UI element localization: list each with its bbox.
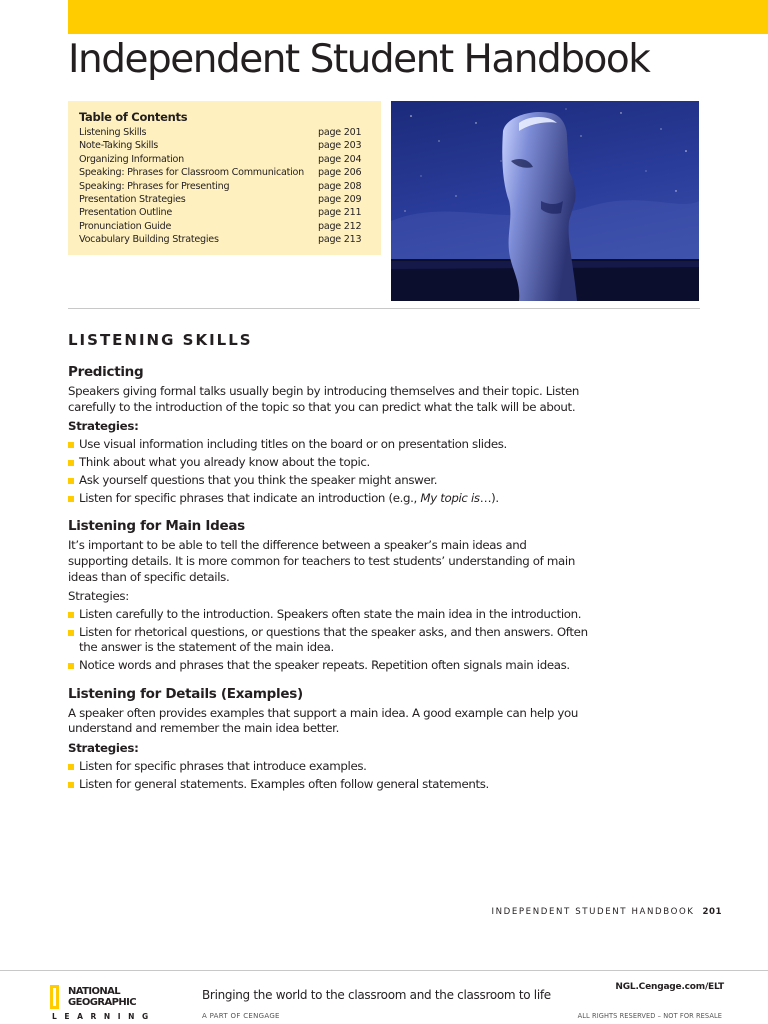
strategies-label: Strategies:: [68, 419, 139, 434]
toc-item-page: page 208: [318, 180, 362, 192]
toc-item-page: page 206: [318, 167, 362, 179]
page-title: Independent Student Handbook: [68, 37, 650, 82]
bullet-square-icon: [68, 782, 74, 788]
bullet-square-icon: [68, 764, 74, 770]
running-footer: [491, 907, 722, 917]
subsection-title: Listening for Details (Examples): [68, 685, 303, 702]
toc-item[interactable]: [79, 153, 370, 166]
strategies-label: Strategies:: [68, 741, 139, 756]
list-item: [68, 437, 588, 453]
predicting-block: [68, 364, 588, 506]
list-item-text: Use visual information including titles on the board or on presentation slides.: [79, 436, 507, 451]
toc-item-page: page 211: [318, 207, 362, 219]
list-item: [68, 473, 588, 489]
footer-divider: [0, 970, 768, 971]
list-item: [68, 491, 588, 507]
list-item-text: Notice words and phrases that the speaker repeats. Repetition often signals main ideas.: [79, 658, 570, 673]
bullet-square-icon: [68, 442, 74, 448]
toc-item-label: Organizing Information: [79, 153, 184, 165]
toc-item[interactable]: [79, 233, 370, 246]
section-content: [68, 364, 588, 795]
toc-item[interactable]: [79, 139, 370, 152]
logo-line-learning: LEARNING: [52, 1012, 156, 1021]
toc-item-page: page 203: [318, 140, 362, 152]
bullet-square-icon: [68, 663, 74, 669]
logo-line-national: NATIONAL: [68, 986, 121, 997]
table-of-contents: [68, 101, 381, 255]
list-item-text: Listen for general statements. Examples often follow general statements.: [79, 776, 489, 791]
logo-text: [68, 986, 136, 1008]
subsection-title: Predicting: [68, 364, 144, 380]
paragraph: Speakers giving formal talks usually begin by introducing themselves and their topic. Listen carefully to the introduction of the topic so that you can predict what the talk will be about.: [68, 384, 580, 414]
toc-item-page: page 204: [318, 153, 362, 165]
running-footer-label: INDEPENDENT STUDENT HANDBOOK: [491, 907, 695, 917]
details-block: [68, 686, 588, 792]
toc-item-page: page 201: [318, 127, 362, 138]
tagline: Bringing the world to the classroom and the classroom to life: [202, 988, 551, 1002]
toc-item-label: Vocabulary Building Strategies: [79, 234, 219, 246]
list-item-text-after: …).: [479, 490, 499, 505]
list-item: [68, 607, 588, 623]
toc-item-label: Speaking: Phrases for Presenting: [79, 180, 230, 192]
top-accent-bar: [68, 0, 768, 34]
list-item: [68, 777, 588, 793]
list-item: [68, 455, 588, 471]
toc-item[interactable]: [79, 126, 370, 139]
rights-notice: ALL RIGHTS RESERVED – NOT FOR RESALE: [577, 1012, 722, 1020]
toc-item-label: Presentation Outline: [79, 207, 173, 219]
toc-item-label: Listening Skills: [79, 127, 147, 138]
list-item-text: Think about what you already know about the topic.: [79, 454, 370, 469]
toc-item-label: Note-Taking Skills: [79, 140, 159, 152]
bullet-square-icon: [68, 496, 74, 502]
list-item: [68, 625, 588, 656]
toc-item[interactable]: [79, 180, 370, 193]
list-item-text: Listen carefully to the introduction. Speakers often state the main idea in the introduction.: [79, 606, 582, 621]
list-item-text-before: Listen for specific phrases that indicate an introduction (e.g.,: [79, 490, 421, 505]
strategy-list: [68, 759, 588, 793]
strategy-list: [68, 437, 588, 507]
strategy-list: [68, 607, 588, 674]
toc-item[interactable]: [79, 193, 370, 206]
logo-line-geographic: GEOGRAPHIC: [68, 997, 136, 1008]
part-of-cengage: A PART OF CENGAGE: [202, 1012, 280, 1020]
toc-item-page: page 209: [318, 194, 362, 206]
list-item-text: Listen for specific phrases that introduce examples.: [79, 758, 367, 773]
list-item-example: My topic is: [420, 490, 480, 505]
toc-item[interactable]: [79, 206, 370, 219]
toc-item[interactable]: [79, 220, 370, 233]
list-item-text: Listen for rhetorical questions, or questions that the speaker asks, and then answers. Often the answer is the statement of the main idea.: [79, 624, 588, 655]
page-number: 201: [702, 907, 722, 917]
toc-item-page: page 213: [318, 234, 362, 246]
toc-item-label: Presentation Strategies: [79, 194, 186, 206]
list-item: [68, 658, 588, 674]
section-heading: LISTENING SKILLS: [68, 331, 253, 349]
toc-item[interactable]: [79, 166, 370, 179]
section-divider: [68, 308, 700, 309]
bullet-square-icon: [68, 630, 74, 636]
list-item: [68, 759, 588, 775]
subsection-title: Listening for Main Ideas: [68, 518, 245, 535]
bullet-square-icon: [68, 460, 74, 466]
website-link[interactable]: NGL.Cengage.com/ELT: [615, 982, 724, 992]
paragraph: A speaker often provides examples that support a main idea. A good example can help you understand and remember the main idea better.: [68, 705, 578, 736]
strategies-label: Strategies:: [68, 589, 129, 604]
toc-item-page: page 212: [318, 220, 362, 232]
bullet-square-icon: [68, 612, 74, 618]
bullet-square-icon: [68, 478, 74, 484]
yellow-border-icon: [50, 985, 59, 1009]
toc-item-label: Pronunciation Guide: [79, 220, 172, 232]
national-geographic-logo[interactable]: [50, 985, 156, 1021]
toc-title: Table of Contents: [79, 110, 188, 124]
paragraph: It’s important to be able to tell the difference between a speaker’s main ideas and supporting details. It is more common for teachers to test students’ understanding of main ideas than of specific details.: [68, 538, 575, 584]
list-item-text: Ask yourself questions that you think the speaker might answer.: [79, 472, 438, 487]
main-ideas-block: [68, 518, 588, 674]
moai-statue-photo: [391, 101, 699, 301]
toc-item-label: Speaking: Phrases for Classroom Communication: [79, 167, 304, 179]
